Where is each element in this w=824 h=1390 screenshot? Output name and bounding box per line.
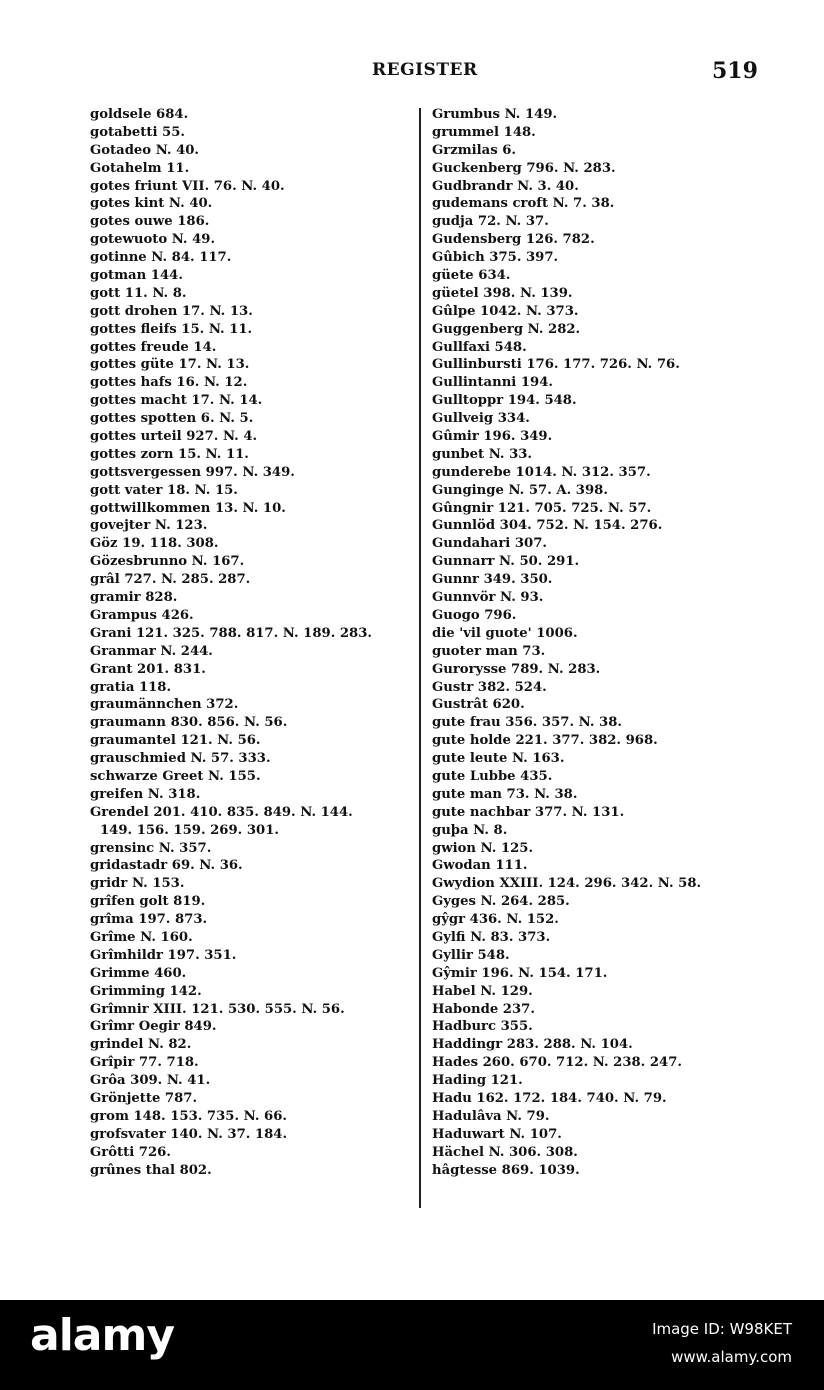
index-entry: gottes spotten 6. N. 5. (90, 411, 254, 427)
index-entry: Guckenberg 796. N. 283. (432, 160, 616, 176)
index-entry: Grumbus N. 149. (432, 107, 558, 122)
index-entry: graumantel 121. N. 56. (90, 733, 261, 749)
index-entry: Hadburc 355. (432, 1019, 533, 1035)
index-entry: hâgtesse 869. 1039. (432, 1162, 580, 1178)
index-entry: gottes urteil 927. N. 4. (90, 429, 258, 445)
index-entry: Gudbrandr N. 3. 40. (432, 178, 579, 194)
index-entry: Gurorysse 789. N. 283. (432, 661, 601, 677)
index-entry: Gözesbrunno N. 167. (90, 554, 245, 570)
watermark-banner (0, 1300, 824, 1390)
index-entry: Gylfi N. 83. 373. (432, 929, 551, 945)
index-entry: gott drohen 17. N. 13. (90, 303, 253, 319)
index-entry: gottes hafs 16. N. 12. (90, 375, 248, 391)
index-entry: grîma 197. 873. (90, 912, 208, 928)
index-entry: Grîme N. 160. (90, 929, 193, 945)
index-entry: Grant 201. 831. (90, 661, 206, 677)
index-entry: gott vater 18. N. 15. (90, 482, 238, 498)
index-entry: Gunginge N. 57. A. 398. (432, 482, 608, 498)
index-entry: Grendel 201. 410. 835. 849. N. 144. (90, 804, 353, 820)
index-entry: gottes macht 17. N. 14. (90, 393, 263, 409)
index-entry: grom 148. 153. 735. N. 66. (90, 1108, 287, 1124)
index-entry: gottsvergessen 997. N. 349. (90, 464, 295, 480)
index-entry: Gûlpe 1042. N. 373. (432, 303, 579, 319)
index-entry: grauschmied N. 57. 333. (90, 751, 271, 767)
index-column-right (432, 106, 762, 1179)
index-entry: greifen N. 318. (90, 786, 201, 802)
index-entry: Gotahelm 11. (90, 160, 190, 176)
index-entry: Grampus 426. (90, 607, 194, 623)
index-entry: gridr N. 153. (90, 876, 185, 892)
index-entry: Gwodan 111. (432, 858, 528, 874)
index-entry: Gotadeo N. 40. (90, 142, 200, 158)
index-entry: Grîmnir XIII. 121. 530. 555. N. 56. (90, 1001, 345, 1017)
index-entry: Grzmilas 6. (432, 142, 516, 158)
index-entry: grummel 148. (432, 124, 536, 140)
index-entry: Gûmir 196. 349. (432, 429, 553, 445)
watermark-url: www.alamy.com (671, 1348, 792, 1366)
index-entry: Grönjette 787. (90, 1090, 198, 1106)
index-entry: schwarze Greet N. 155. (90, 768, 261, 784)
index-entry: gute leute N. 163. (432, 751, 565, 767)
index-entry: 149. 156. 159. 269. 301. (100, 822, 279, 838)
index-entry: Gullinbursti 176. 177. 726. N. 76. (432, 357, 680, 373)
index-entry: grîfen golt 819. (90, 894, 206, 910)
index-entry: Grîmhildr 197. 351. (90, 947, 237, 963)
index-entry: gridastadr 69. N. 36. (90, 858, 243, 874)
index-entry: gunbet N. 33. (432, 446, 533, 462)
index-entry: grâl 727. N. 285. 287. (90, 572, 251, 588)
index-entry: Gûngnir 121. 705. 725. N. 57. (432, 500, 652, 516)
index-entry: govejter N. 123. (90, 518, 208, 534)
index-entry: gott 11. N. 8. (90, 285, 187, 301)
index-entry: Habel N. 129. (432, 983, 533, 999)
index-entry: Haduwart N. 107. (432, 1126, 562, 1142)
index-entry: gŷgr 436. N. 152. (432, 912, 559, 928)
index-entry: Gwydion XXIII. 124. 296. 342. N. 58. (432, 876, 702, 892)
index-entry: gute Lubbe 435. (432, 768, 553, 784)
column-divider (419, 108, 421, 1208)
index-entry: gotes kint N. 40. (90, 196, 213, 212)
index-entry: güetel 398. N. 139. (432, 285, 573, 301)
index-entry: Hächel N. 306. 308. (432, 1144, 578, 1160)
index-entry: Grîmr Oegir 849. (90, 1019, 217, 1035)
index-entry: gute holde 221. 377. 382. 968. (432, 733, 658, 749)
index-entry: Hadulâva N. 79. (432, 1108, 550, 1124)
index-entry: grûnes thal 802. (90, 1162, 212, 1178)
index-entry: graumännchen 372. (90, 697, 239, 713)
index-entry: Grôtti 726. (90, 1144, 171, 1160)
index-entry: gute nachbar 377. N. 131. (432, 804, 625, 820)
index-entry: Gustrât 620. (432, 697, 525, 713)
index-entry: gudemans croft N. 7. 38. (432, 196, 615, 212)
index-entry: Gunnvör N. 93. (432, 590, 544, 606)
index-entry: Hadu 162. 172. 184. 740. N. 79. (432, 1090, 667, 1106)
index-entry: Gustr 382. 524. (432, 679, 547, 695)
index-entry: Gyllir 548. (432, 947, 510, 963)
index-entry: Grimming 142. (90, 983, 202, 999)
index-entry: gotewuoto N. 49. (90, 232, 216, 248)
index-entry: Grani 121. 325. 788. 817. N. 189. 283. (90, 625, 373, 641)
index-entry: goldsele 684. (90, 107, 189, 122)
index-entry: gottwillkommen 13. N. 10. (90, 500, 286, 516)
index-entry: Gullfaxi 548. (432, 339, 527, 355)
index-entry: güete 634. (432, 268, 511, 284)
index-entry: gratia 118. (90, 679, 172, 695)
index-entry: Guggenberg N. 282. (432, 321, 581, 337)
index-entry: graumann 830. 856. N. 56. (90, 715, 288, 731)
running-header: REGISTER (372, 60, 478, 80)
index-entry: Grôa 309. N. 41. (90, 1073, 211, 1089)
index-entry: guþa N. 8. (432, 822, 508, 838)
index-entry: Grimme 460. (90, 965, 187, 981)
index-entry: Gulltoppr 194. 548. (432, 393, 577, 409)
index-entry: gramir 828. (90, 590, 178, 606)
index-entry: guoter man 73. (432, 643, 546, 659)
index-entry: Granmar N. 244. (90, 643, 213, 659)
index-entry: Gunnlöd 304. 752. N. 154. 276. (432, 518, 663, 534)
index-entry: gotes friunt VII. 76. N. 40. (90, 178, 285, 194)
index-entry: gwion N. 125. (432, 840, 534, 856)
index-entry: Gunnr 349. 350. (432, 572, 553, 588)
index-entry: gotes ouwe 186. (90, 214, 210, 230)
index-entry: Haddingr 283. 288. N. 104. (432, 1037, 633, 1053)
index-entry: Gudensberg 126. 782. (432, 232, 595, 248)
index-entry: Hading 121. (432, 1073, 523, 1089)
index-entry: gotman 144. (90, 268, 183, 284)
index-entry: grindel N. 82. (90, 1037, 192, 1053)
index-entry: Gullveig 334. (432, 411, 530, 427)
image-id-label: Image ID: W98KET (652, 1320, 792, 1338)
index-entry: Gûbich 375. 397. (432, 250, 559, 266)
index-entry: Guogo 796. (432, 607, 517, 623)
index-entry: gunderebe 1014. N. 312. 357. (432, 464, 651, 480)
index-entry: die 'vil guote' 1006. (432, 625, 578, 641)
index-entry: Habonde 237. (432, 1001, 535, 1017)
index-entry: gotabetti 55. (90, 124, 185, 140)
page-number: 519 (712, 58, 758, 84)
index-entry: Göz 19. 118. 308. (90, 536, 219, 552)
index-entry: Hades 260. 670. 712. N. 238. 247. (432, 1055, 682, 1071)
index-entry: Gullintanni 194. (432, 375, 553, 391)
index-entry: grensinc N. 357. (90, 840, 212, 856)
index-entry: gudja 72. N. 37. (432, 214, 549, 230)
index-entry: gottes fleifs 15. N. 11. (90, 321, 253, 337)
index-entry: Grîpir 77. 718. (90, 1055, 199, 1071)
index-entry: gottes freude 14. (90, 339, 217, 355)
index-entry: Gŷmir 196. N. 154. 171. (432, 965, 608, 981)
index-entry: Gundahari 307. (432, 536, 548, 552)
index-entry: Gunnarr N. 50. 291. (432, 554, 580, 570)
alamy-logo: alamy (30, 1310, 174, 1361)
index-entry: gottes zorn 15. N. 11. (90, 446, 249, 462)
index-entry: Gyges N. 264. 285. (432, 894, 570, 910)
index-column-left (90, 106, 408, 1179)
index-entry: gotinne N. 84. 117. (90, 250, 232, 266)
index-entry: gute frau 356. 357. N. 38. (432, 715, 622, 731)
index-entry: grofsvater 140. N. 37. 184. (90, 1126, 288, 1142)
index-entry: gottes güte 17. N. 13. (90, 357, 250, 373)
index-entry: gute man 73. N. 38. (432, 786, 578, 802)
